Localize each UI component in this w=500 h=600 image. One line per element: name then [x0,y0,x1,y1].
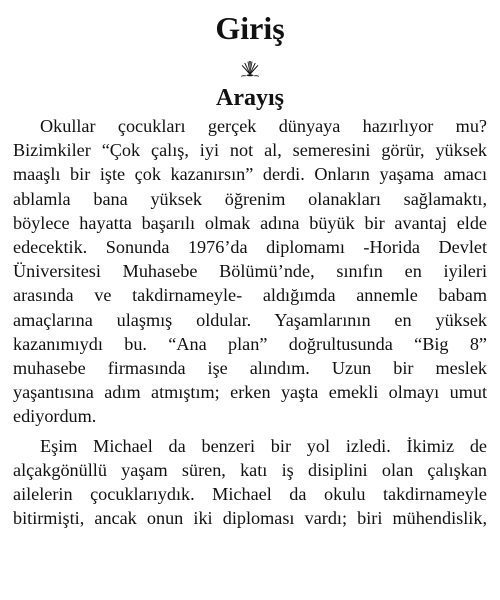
text-line: maaşlı bir işte çok kazanırsın” derdi. Onların yaşama amacı [13,164,487,185]
text-line: kazanımıydı bu. “Ana plan” doğrultusunda “Big 8” [13,333,487,354]
text-line: bitirmişti, ancak onun iki diploması vardı; biri mühendislik, [13,508,487,529]
text-line: ediyordum. [13,406,97,427]
text-line: yaşantısına adım atmıştım; erken yaşta emekli olmayı umut [13,382,487,403]
shell-fleuron-icon [239,60,261,78]
text-line: alçakgönüllü yaşam süren, katı iş disiplini olan çalışkan [13,459,487,480]
text-line: edecektik. Sonunda 1976’da diplomamı -Horida Devlet [13,237,487,258]
chapter-title: Giriş [215,10,285,46]
text-line: Okullar çocukları gerçek dünyaya hazırlıyor mu? [40,116,487,136]
text-line: Bizimkiler “Çok çalış, iyi not al, semeresini görür, yüksek [13,140,487,161]
text-line: Üniversitesi Muhasebe Bölümü’nde, sınıfın en iyileri [13,261,487,282]
text-line: ablamla bana yüksek öğrenim olanakları sağlamaktı, [13,188,487,209]
section-title: Arayış [216,85,284,111]
paragraph-2 [13,434,487,531]
text-line: muhasebe firmasında işe alındım. Uzun bir meslek [13,358,487,379]
text-line: böylece hayatta başarılı olmak adına büyük bir avantaj elde [13,212,487,233]
text-line: amaçlarına ulaşmış oldular. Yaşamlarının en yüksek [13,309,487,330]
text-line: Eşim Michael da benzeri bir yol izledi. İkimiz de [40,435,487,456]
text-line: arasında ve takdirnameyle- aldığımda annemle babam [13,285,487,306]
paragraph-1 [13,114,487,429]
text-line: ailelerin çocuklarıydık. Michael da okulu takdirnameyle [13,484,487,505]
